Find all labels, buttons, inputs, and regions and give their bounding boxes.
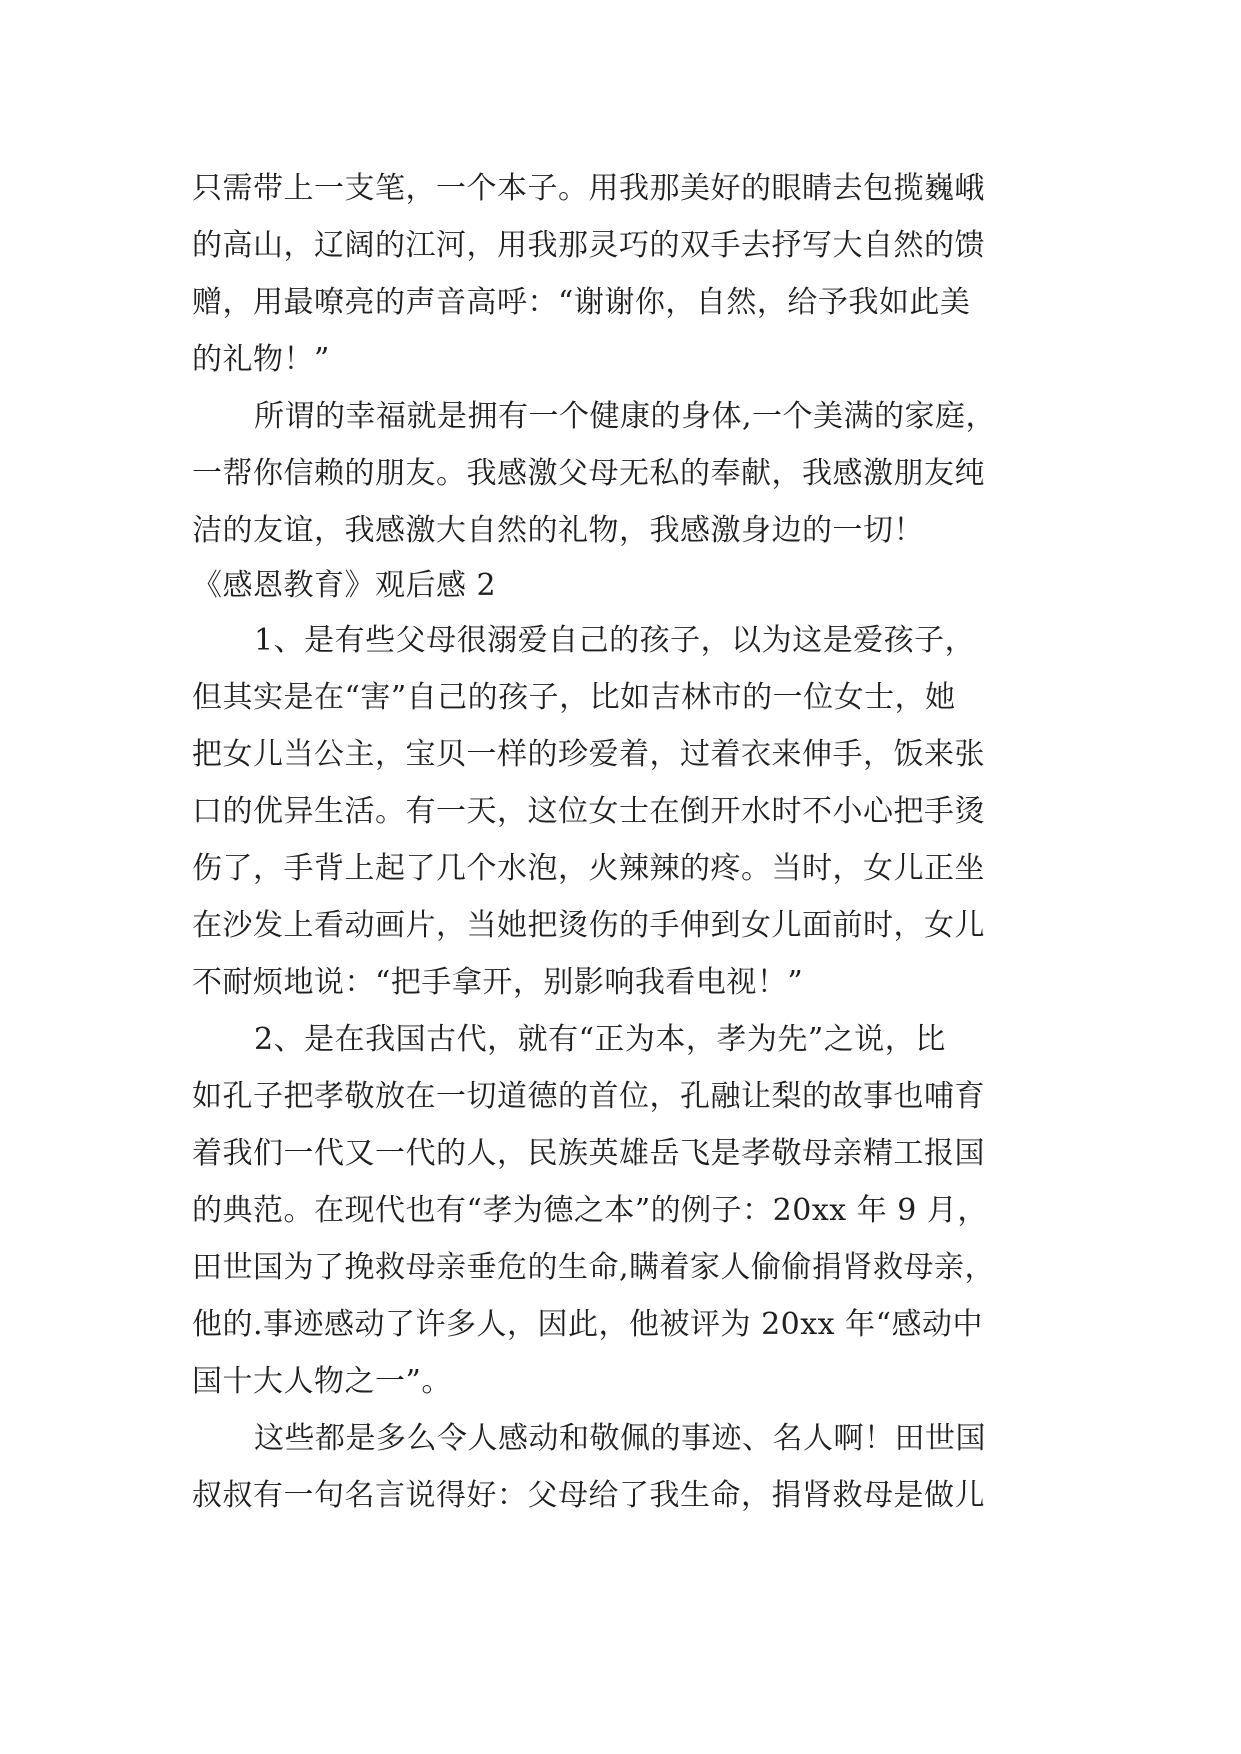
text-line: 只需带上一支笔，一个本子。用我那美好的眼睛去包揽巍峨 [192,171,985,206]
text-line: 如孔子把孝敬放在一切道德的首位，孔融让梨的故事也哺育 [192,1079,985,1114]
text-line: 叔叔有一句名言说得好：父母给了我生命，捐肾救母是做儿 [192,1478,985,1513]
paragraph [192,1011,1052,1410]
text-line: 国十大人物之一”。 [192,1364,452,1399]
text-line: 伤了，手背上起了几个水泡，火辣辣的疼。当时，女儿正坐 [192,851,985,886]
text-line: 2、是在我国古代，就有“正为本，孝为先”之说，比 [254,1022,946,1057]
text-line: 着我们一代又一代的人，民族英雄岳飞是孝敬母亲精工报国 [192,1136,985,1171]
text-line: 的礼物！” [192,342,330,377]
paragraph [192,160,1052,388]
text-line: 在沙发上看动画片，当她把烫伤的手伸到女儿面前时，女儿 [192,908,985,943]
text-line: 田世国为了挽救母亲垂危的生命,瞒着家人偷偷捐肾救母亲， [192,1250,996,1285]
text-line: 但其实是在“害”自己的孩子，比如吉林市的一位女士，她 [192,680,956,715]
text-line: 一帮你信赖的朋友。我感激父母无私的奉献，我感激朋友纯 [192,456,985,491]
document-body [192,160,1052,1524]
section-heading: 《感恩教育》观后感 2 [192,568,497,603]
text-line: 所谓的幸福就是拥有一个健康的身体,一个美满的家庭， [254,399,997,434]
text-line: 的高山，辽阔的江河，用我那灵巧的双手去抒写大自然的馈 [192,228,985,263]
text-line: 把女儿当公主，宝贝一样的珍爱着，过着衣来伸手，饭来张 [192,737,985,772]
paragraph [192,612,1052,1011]
text-line: 1、是有些父母很溺爱自己的孩子，以为这是爱孩子， [254,623,976,658]
paragraph [192,1410,1052,1524]
text-line: 的典范。在现代也有“孝为德之本”的例子：20xx 年 9 月， [192,1193,988,1228]
paragraph [192,388,1052,559]
text-line: 赠，用最嘹亮的声音高呼：“谢谢你，自然，给予我如此美 [192,285,971,320]
text-line: 他的.事迹感动了许多人，因此，他被评为 20xx 年“感动中 [192,1307,983,1342]
text-line: 这些都是多么令人感动和敬佩的事迹、名人啊！田世国 [254,1421,986,1456]
text-line: 口的优异生活。有一天，这位女士在倒开水时不小心把手烫 [192,794,985,829]
text-line: 不耐烦地说：“把手拿开，别影响我看电视！” [192,965,804,1000]
text-line: 洁的友谊，我感激大自然的礼物，我感激身边的一切！ [192,513,924,548]
